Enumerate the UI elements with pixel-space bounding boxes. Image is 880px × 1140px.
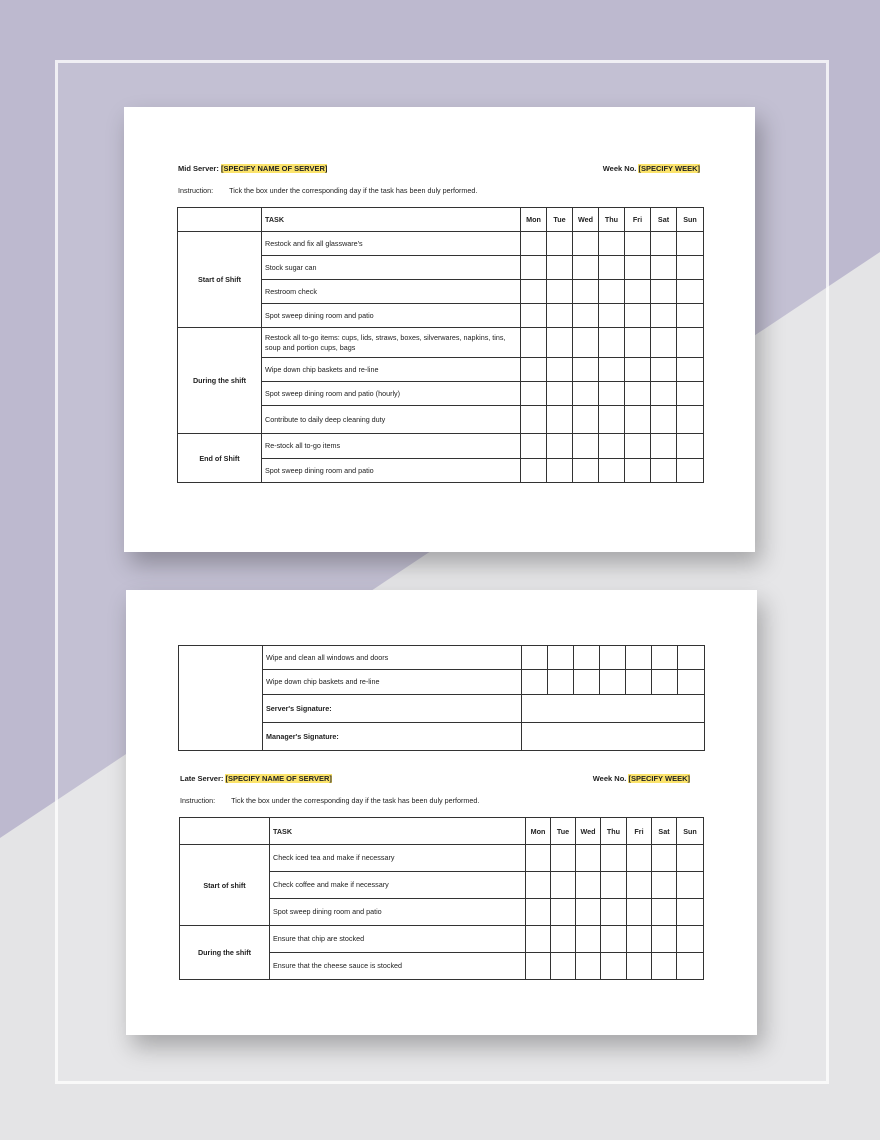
checkbox-tue[interactable] <box>551 953 576 980</box>
checkbox-wed[interactable] <box>576 899 601 926</box>
checkbox-thu[interactable] <box>601 845 627 872</box>
checkbox-tue[interactable] <box>547 328 573 358</box>
checkbox-mon[interactable] <box>521 459 547 483</box>
task-cell: Wipe and clean all windows and doors <box>263 646 522 670</box>
checkbox-tue[interactable] <box>547 358 573 382</box>
checkbox-thu[interactable] <box>599 382 625 406</box>
table-row <box>180 926 704 953</box>
section-during-the-shift: During the shift <box>178 328 262 434</box>
instruction-label: Instruction: <box>178 186 214 195</box>
checkbox-mon[interactable] <box>521 406 547 434</box>
blank-header-cell <box>180 818 270 845</box>
day-header-thu: Thu <box>599 208 625 232</box>
task-cell: Spot sweep dining room and patio <box>262 459 521 483</box>
checkbox-mon[interactable] <box>521 382 547 406</box>
checkbox-fri[interactable] <box>625 328 651 358</box>
task-cell: Spot sweep dining room and patio <box>262 304 521 328</box>
checkbox-mon[interactable] <box>526 899 551 926</box>
checkbox-sat[interactable] <box>652 646 678 670</box>
day-header-thu: Thu <box>601 818 627 845</box>
checkbox-sun[interactable] <box>678 670 705 695</box>
task-cell: Restock and fix all glassware's <box>262 232 521 256</box>
checkbox-mon[interactable] <box>526 926 551 953</box>
table-row <box>178 232 704 256</box>
checkbox-thu[interactable] <box>599 434 625 459</box>
checkbox-fri[interactable] <box>627 845 652 872</box>
document-page-1 <box>124 107 755 552</box>
checkbox-wed[interactable] <box>573 406 599 434</box>
instruction-label: Instruction: <box>180 796 216 805</box>
checkbox-tue[interactable] <box>547 382 573 406</box>
checkbox-sat[interactable] <box>651 256 677 280</box>
checkbox-tue[interactable] <box>548 670 574 695</box>
checkbox-sun[interactable] <box>678 646 705 670</box>
checkbox-fri[interactable] <box>627 872 652 899</box>
checkbox-thu[interactable] <box>599 304 625 328</box>
checkbox-sat[interactable] <box>652 670 678 695</box>
checkbox-thu[interactable] <box>601 872 627 899</box>
checkbox-thu[interactable] <box>599 256 625 280</box>
checkbox-wed[interactable] <box>573 328 599 358</box>
checkbox-fri[interactable] <box>625 406 651 434</box>
checkbox-fri[interactable] <box>627 899 652 926</box>
checkbox-sat[interactable] <box>651 232 677 256</box>
checkbox-sun[interactable] <box>677 304 704 328</box>
checkbox-tue[interactable] <box>551 899 576 926</box>
manager-signature-label: Manager's Signature: <box>263 723 522 751</box>
checkbox-sun[interactable] <box>677 382 704 406</box>
week-label: Week No. <box>602 164 637 173</box>
task-cell: Spot sweep dining room and patio <box>270 899 526 926</box>
checkbox-tue[interactable] <box>551 845 576 872</box>
checkbox-tue[interactable] <box>547 304 573 328</box>
server-label: Mid Server: <box>178 164 219 173</box>
checkbox-sat[interactable] <box>651 280 677 304</box>
checkbox-wed[interactable] <box>573 280 599 304</box>
checkbox-tue[interactable] <box>547 406 573 434</box>
day-header-fri: Fri <box>627 818 652 845</box>
checkbox-thu[interactable] <box>600 646 626 670</box>
checkbox-sun[interactable] <box>677 845 704 872</box>
server-label: Late Server: <box>180 774 224 783</box>
task-cell: Check coffee and make if necessary <box>270 872 526 899</box>
checkbox-mon[interactable] <box>521 232 547 256</box>
day-header-fri: Fri <box>625 208 651 232</box>
server-name-placeholder[interactable]: [SPECIFY NAME OF SERVER] <box>225 774 332 783</box>
checkbox-sat[interactable] <box>652 872 677 899</box>
checkbox-sat[interactable] <box>651 406 677 434</box>
checkbox-mon[interactable] <box>522 670 548 695</box>
checkbox-thu[interactable] <box>599 406 625 434</box>
instruction-line <box>180 796 479 805</box>
checkbox-tue[interactable] <box>547 434 573 459</box>
day-header-wed: Wed <box>573 208 599 232</box>
document-page-2 <box>126 590 757 1035</box>
checkbox-fri[interactable] <box>626 670 652 695</box>
checkbox-wed[interactable] <box>576 953 601 980</box>
checkbox-sun[interactable] <box>677 459 704 483</box>
checkbox-fri[interactable] <box>627 926 652 953</box>
table-row <box>178 328 704 358</box>
checkbox-thu[interactable] <box>599 280 625 304</box>
checkbox-tue[interactable] <box>551 872 576 899</box>
section-during-the-shift: During the shift <box>180 926 270 980</box>
task-cell: Ensure that chip are stocked <box>270 926 526 953</box>
checkbox-wed[interactable] <box>573 358 599 382</box>
checkbox-mon[interactable] <box>521 434 547 459</box>
checkbox-thu[interactable] <box>601 926 627 953</box>
checkbox-sat[interactable] <box>651 304 677 328</box>
checkbox-fri[interactable] <box>627 953 652 980</box>
checkbox-thu[interactable] <box>599 328 625 358</box>
task-cell: Wipe down chip baskets and re-line <box>263 670 522 695</box>
task-cell: Restroom check <box>262 280 521 304</box>
checkbox-thu[interactable] <box>601 953 627 980</box>
week-line <box>603 164 700 173</box>
task-cell: Stock sugar can <box>262 256 521 280</box>
checkbox-sun[interactable] <box>677 328 704 358</box>
checkbox-wed[interactable] <box>574 670 600 695</box>
blank-section-cell <box>179 646 263 751</box>
day-header-sat: Sat <box>652 818 677 845</box>
checkbox-wed[interactable] <box>573 382 599 406</box>
late-server-task-table <box>179 817 704 980</box>
checkbox-sun[interactable] <box>677 280 704 304</box>
checkbox-mon[interactable] <box>521 304 547 328</box>
checkbox-sat[interactable] <box>652 899 677 926</box>
table-row <box>180 845 704 872</box>
checkbox-tue[interactable] <box>547 280 573 304</box>
mid-server-task-table <box>177 207 704 483</box>
checkbox-sun[interactable] <box>677 953 704 980</box>
week-label: Week No. <box>592 774 627 783</box>
week-placeholder[interactable]: [SPECIFY WEEK] <box>628 774 690 783</box>
week-line <box>593 774 690 783</box>
checkbox-mon[interactable] <box>522 646 548 670</box>
checkbox-tue[interactable] <box>547 232 573 256</box>
checkbox-mon[interactable] <box>521 280 547 304</box>
day-header-mon: Mon <box>521 208 547 232</box>
checkbox-sat[interactable] <box>652 926 677 953</box>
checkbox-sun[interactable] <box>677 899 704 926</box>
checkbox-wed[interactable] <box>576 926 601 953</box>
task-column-header: TASK <box>262 208 521 232</box>
checkbox-thu[interactable] <box>599 459 625 483</box>
checkbox-sun[interactable] <box>677 406 704 434</box>
checkbox-tue[interactable] <box>547 459 573 483</box>
checkbox-fri[interactable] <box>625 232 651 256</box>
table-row <box>179 646 705 670</box>
instruction-line <box>178 186 477 195</box>
checkbox-wed[interactable] <box>573 459 599 483</box>
checkbox-sat[interactable] <box>651 434 677 459</box>
checkbox-sun[interactable] <box>677 434 704 459</box>
checkbox-sat[interactable] <box>651 459 677 483</box>
checkbox-tue[interactable] <box>551 926 576 953</box>
task-cell: Wipe down chip baskets and re-line <box>262 358 521 382</box>
checkbox-mon[interactable] <box>521 256 547 280</box>
checkbox-sun[interactable] <box>677 256 704 280</box>
blank-header-cell <box>178 208 262 232</box>
manager-signature-field[interactable] <box>522 723 705 751</box>
checkbox-sat[interactable] <box>652 953 677 980</box>
checkbox-fri[interactable] <box>625 358 651 382</box>
checkbox-tue[interactable] <box>548 646 574 670</box>
section-start-of-shift: Start of Shift <box>178 232 262 328</box>
checkbox-fri[interactable] <box>625 304 651 328</box>
checkbox-wed[interactable] <box>576 872 601 899</box>
server-signature-field[interactable] <box>522 695 705 723</box>
checkbox-fri[interactable] <box>625 382 651 406</box>
week-placeholder[interactable]: [SPECIFY WEEK] <box>638 164 700 173</box>
checkbox-sat[interactable] <box>652 845 677 872</box>
day-header-tue: Tue <box>547 208 573 232</box>
checkbox-sat[interactable] <box>651 382 677 406</box>
checkbox-wed[interactable] <box>573 304 599 328</box>
checkbox-fri[interactable] <box>625 434 651 459</box>
section-end-of-shift: End of Shift <box>178 434 262 483</box>
instruction-text: Tick the box under the corresponding day if the task has been duly performed. <box>229 186 478 195</box>
checkbox-sun[interactable] <box>677 358 704 382</box>
checkbox-fri[interactable] <box>625 280 651 304</box>
checkbox-fri[interactable] <box>625 256 651 280</box>
checkbox-tue[interactable] <box>547 256 573 280</box>
checkbox-sun[interactable] <box>677 872 704 899</box>
checkbox-mon[interactable] <box>526 845 551 872</box>
checkbox-wed[interactable] <box>574 646 600 670</box>
day-header-sat: Sat <box>651 208 677 232</box>
checkbox-sun[interactable] <box>677 926 704 953</box>
day-header-wed: Wed <box>576 818 601 845</box>
checkbox-thu[interactable] <box>599 358 625 382</box>
mid-server-line <box>178 164 327 173</box>
server-name-placeholder[interactable]: [SPECIFY NAME OF SERVER] <box>220 164 328 173</box>
task-cell: Check iced tea and make if necessary <box>270 845 526 872</box>
checkbox-fri[interactable] <box>626 646 652 670</box>
task-cell: Re-stock all to-go items <box>262 434 521 459</box>
checkbox-thu[interactable] <box>600 670 626 695</box>
section-start-of-shift: Start of shift <box>180 845 270 926</box>
checkbox-wed[interactable] <box>573 434 599 459</box>
task-column-header: TASK <box>270 818 526 845</box>
checkbox-sun[interactable] <box>677 232 704 256</box>
checkbox-wed[interactable] <box>573 232 599 256</box>
checkbox-sat[interactable] <box>651 358 677 382</box>
checkbox-mon[interactable] <box>526 872 551 899</box>
task-cell: Contribute to daily deep cleaning duty <box>262 406 521 434</box>
day-header-tue: Tue <box>551 818 576 845</box>
checkbox-mon[interactable] <box>521 328 547 358</box>
late-server-line <box>180 774 332 783</box>
checkbox-mon[interactable] <box>526 953 551 980</box>
checkbox-wed[interactable] <box>573 256 599 280</box>
continued-task-table <box>178 645 705 751</box>
day-header-sun: Sun <box>677 818 704 845</box>
checkbox-fri[interactable] <box>625 459 651 483</box>
instruction-text: Tick the box under the corresponding day if the task has been duly performed. <box>231 796 480 805</box>
checkbox-mon[interactable] <box>521 358 547 382</box>
day-header-sun: Sun <box>677 208 704 232</box>
task-cell: Ensure that the cheese sauce is stocked <box>270 953 526 980</box>
checkbox-thu[interactable] <box>601 899 627 926</box>
day-header-mon: Mon <box>526 818 551 845</box>
server-signature-label: Server's Signature: <box>263 695 522 723</box>
checkbox-sat[interactable] <box>651 328 677 358</box>
table-row <box>178 434 704 459</box>
task-cell: Spot sweep dining room and patio (hourly) <box>262 382 521 406</box>
task-cell: Restock all to-go items: cups, lids, straws, boxes, silverwares, napkins, tins, soup and portion cups, bags <box>262 328 521 358</box>
checkbox-wed[interactable] <box>576 845 601 872</box>
checkbox-thu[interactable] <box>599 232 625 256</box>
